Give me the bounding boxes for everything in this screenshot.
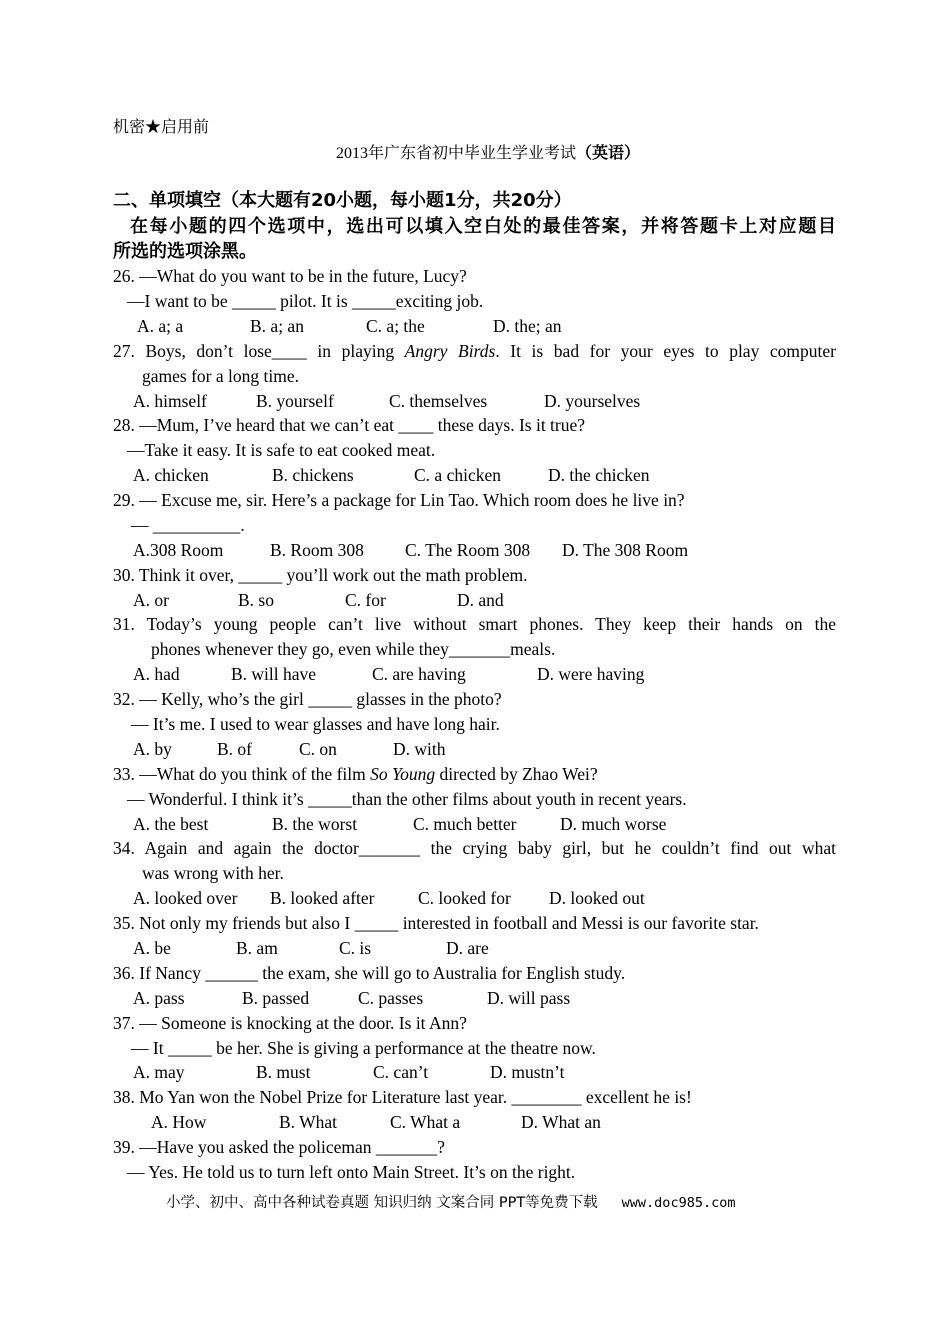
question-29-option-c: C. The Room 308 bbox=[405, 540, 531, 560]
question-39-stem: 39. —Have you asked the policeman _______? bbox=[113, 1137, 445, 1157]
question-33-option-a: A. the best bbox=[133, 814, 209, 834]
question-27-stem-pre: 27. Boys, don’t lose____ in playing bbox=[113, 341, 405, 361]
question-38-stem: 38. Mo Yan won the Nobel Prize for Literature last year. ________ excellent he is! bbox=[113, 1087, 692, 1107]
question-30-option-a: A. or bbox=[133, 590, 169, 610]
question-26-option-d: D. the; an bbox=[493, 316, 562, 336]
footer-url: www.doc985.com bbox=[621, 1195, 736, 1211]
question-28-option-d: D. the chicken bbox=[548, 465, 650, 485]
question-34-option-c: C. looked for bbox=[418, 888, 511, 908]
question-26-option-b: B. a; an bbox=[250, 316, 304, 336]
question-36-option-c: C. passes bbox=[358, 988, 424, 1008]
question-37-option-d: D. mustn’t bbox=[490, 1062, 565, 1082]
question-27-option-c: C. themselves bbox=[389, 391, 488, 411]
question-31-option-b: B. will have bbox=[231, 664, 317, 684]
question-30-option-c: C. for bbox=[345, 590, 386, 610]
question-33-stem-italic: So Young bbox=[370, 764, 436, 784]
question-31-option-d: D. were having bbox=[537, 664, 645, 684]
confidential-label: 机密★启用前 bbox=[113, 119, 210, 136]
question-26-option-a: A. a; a bbox=[137, 316, 184, 336]
question-28-option-a: A. chicken bbox=[133, 465, 209, 485]
question-37-option-c: C. can’t bbox=[373, 1062, 429, 1082]
footer-text: 小学、初中、高中各种试卷真题 知识归纳 文案合同 PPT等免费下载 bbox=[166, 1195, 598, 1211]
question-29-option-d: D. The 308 Room bbox=[562, 540, 689, 560]
question-32-option-a: A. by bbox=[133, 739, 172, 759]
question-35-option-a: A. be bbox=[133, 938, 171, 958]
question-31-option-a: A. had bbox=[133, 664, 180, 684]
question-34-stem: 34. Again and again the doctor_______ the crying baby girl, but he couldn’t find out what bbox=[113, 838, 836, 858]
question-28-reply: —Take it easy. It is safe to eat cooked meat. bbox=[127, 440, 436, 460]
question-37-option-b: B. must bbox=[256, 1062, 311, 1082]
exam-title-prefix: 2013年广东省初中毕业生学业考试 bbox=[336, 145, 577, 162]
question-29-option-a: A.308 Room bbox=[133, 540, 224, 560]
question-32-stem: 32. — Kelly, who’s the girl _____ glasses in the photo? bbox=[113, 689, 502, 709]
question-34-stem-cont: was wrong with her. bbox=[142, 863, 284, 883]
question-27-stem-post: . It is bad for your eyes to play computer bbox=[495, 341, 836, 361]
question-36-option-d: D. will pass bbox=[487, 988, 571, 1008]
question-33-stem-pre: 33. —What do you think of the film bbox=[113, 764, 371, 784]
question-33-option-c: C. much better bbox=[413, 814, 517, 834]
page-footer bbox=[166, 1191, 735, 1215]
question-30-stem: 30. Think it over, _____ you’ll work out the math problem. bbox=[113, 565, 528, 585]
section-instruction-line1: 在每小题的四个选项中，选出可以填入空白处的最佳答案，并将答题卡上对应题目 bbox=[130, 216, 836, 237]
question-28-option-b: B. chickens bbox=[272, 465, 354, 485]
question-39-reply: — Yes. He told us to turn left onto Main Street. It’s on the right. bbox=[127, 1162, 576, 1182]
question-38-option-d: D. What an bbox=[521, 1112, 601, 1132]
question-33-stem bbox=[113, 762, 598, 786]
question-33-option-b: B. the worst bbox=[272, 814, 358, 834]
question-36-option-b: B. passed bbox=[242, 988, 310, 1008]
question-35-stem: 35. Not only my friends but also I _____ interested in football and Messi is our favorite star. bbox=[113, 913, 759, 933]
question-34-option-d: D. looked out bbox=[549, 888, 645, 908]
question-32-option-b: B. of bbox=[217, 739, 252, 759]
question-36-option-a: A. pass bbox=[133, 988, 185, 1008]
question-38-option-c: C. What a bbox=[390, 1112, 461, 1132]
question-31-option-c: C. are having bbox=[372, 664, 466, 684]
question-32-reply: — It’s me. I used to wear glasses and have long hair. bbox=[131, 714, 500, 734]
question-30-option-b: B. so bbox=[238, 590, 274, 610]
question-38-option-b: B. What bbox=[279, 1112, 338, 1132]
question-37-stem: 37. — Someone is knocking at the door. Is it Ann? bbox=[113, 1013, 467, 1033]
question-34-option-b: B. looked after bbox=[270, 888, 375, 908]
exam-title bbox=[336, 142, 640, 166]
question-34-option-a: A. looked over bbox=[133, 888, 238, 908]
question-35-option-b: B. am bbox=[236, 938, 278, 958]
question-37-reply: — It _____ be her. She is giving a performance at the theatre now. bbox=[131, 1038, 596, 1058]
question-32-option-c: C. on bbox=[299, 739, 337, 759]
question-29-option-b: B. Room 308 bbox=[270, 540, 364, 560]
question-31-stem-cont: phones whenever they go, even while they_______meals. bbox=[151, 639, 556, 659]
question-36-stem: 36. If Nancy ______ the exam, she will go to Australia for English study. bbox=[113, 963, 626, 983]
question-32-option-d: D. with bbox=[393, 739, 446, 759]
question-27-option-d: D. yourselves bbox=[544, 391, 641, 411]
question-35-option-d: D. are bbox=[446, 938, 489, 958]
question-31-stem: 31. Today’s young people can’t live without smart phones. They keep their hands on the bbox=[113, 614, 836, 634]
exam-title-subject: （英语） bbox=[576, 145, 641, 162]
question-38-option-a: A. How bbox=[151, 1112, 207, 1132]
question-27-stem-cont: games for a long time. bbox=[142, 366, 299, 386]
question-33-reply: — Wonderful. I think it’s _____than the other films about youth in recent years. bbox=[127, 789, 687, 809]
question-37-option-a: A. may bbox=[133, 1062, 185, 1082]
question-26-option-c: C. a; the bbox=[366, 316, 425, 336]
question-27-stem bbox=[113, 339, 836, 363]
question-33-stem-post: directed by Zhao Wei? bbox=[435, 764, 598, 784]
question-28-stem: 28. —Mum, I’ve heard that we can’t eat ____ these days. Is it true? bbox=[113, 415, 586, 435]
question-27-option-a: A. himself bbox=[133, 391, 207, 411]
question-26-stem: 26. —What do you want to be in the future, Lucy? bbox=[113, 266, 467, 286]
question-26-reply: —I want to be _____ pilot. It is _____exciting job. bbox=[127, 291, 484, 311]
question-35-option-c: C. is bbox=[339, 938, 372, 958]
question-29-stem: 29. — Excuse me, sir. Here’s a package for Lin Tao. Which room does he live in? bbox=[113, 490, 685, 510]
question-29-reply: — __________. bbox=[131, 515, 245, 535]
question-27-stem-italic: Angry Birds bbox=[404, 341, 496, 361]
section-heading: 二、单项填空（本大题有20小题，每小题1分，共20分） bbox=[113, 190, 572, 211]
question-30-option-d: D. and bbox=[457, 590, 504, 610]
section-instruction-line2: 所选的选项涂黑。 bbox=[113, 241, 257, 262]
question-28-option-c: C. a chicken bbox=[414, 465, 501, 485]
question-33-option-d: D. much worse bbox=[560, 814, 667, 834]
question-27-option-b: B. yourself bbox=[256, 391, 334, 411]
